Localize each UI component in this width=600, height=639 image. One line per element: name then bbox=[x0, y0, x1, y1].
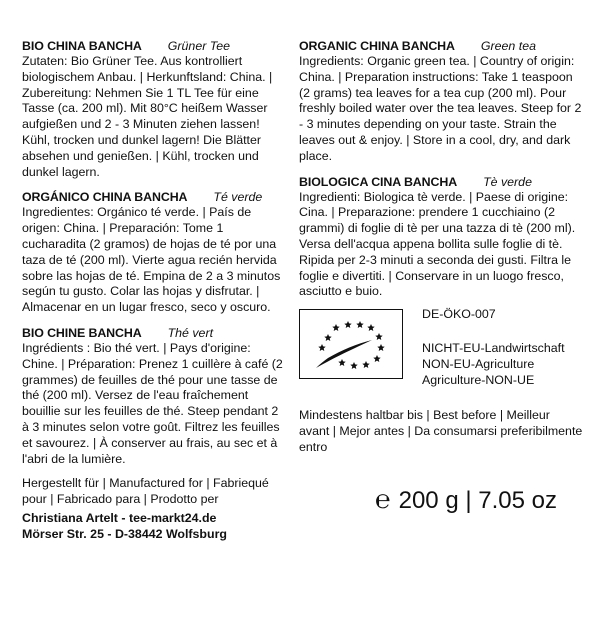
product-subtitle-es: Té verde bbox=[213, 190, 263, 205]
left-column bbox=[22, 38, 284, 551]
manufacturer-label: Hergestellt für | Manufactured for | Fabriequé pour | Fabricado para | Prodotto per bbox=[22, 476, 269, 507]
eco-origin-de: NICHT-EU-Landwirtschaft bbox=[422, 341, 565, 356]
product-name-de: BIO CHINA BANCHA bbox=[22, 39, 142, 53]
product-text-en: Ingredients: Organic green tea. | Country of origin: China. | Preparation instructions: Take 1 teaspoon (2 grams) tea leaves for a tea cup (200 ml). Pour freshly boiled water over the tea leaves. Steep for 2 - 3 minutes depending on your taste. Strain the leaves out & enjoy. | Store in a cool, dry, and dark place. bbox=[299, 54, 582, 163]
product-heading-de bbox=[22, 38, 284, 54]
product-text-fr: Ingrédients : Bio thé vert. | Pays d'origine: Chine. | Préparation: Prenez 1 cuillère à café (2 grammes) de feuilles de thé pour une tasse de thé (200 ml). Versez de l'eau fraîchement bouillie sur les feuilles de thé. Steep pendant 2 à 3 minutes selon votre goût. Filtrez les feuilles et savourez. | À conserver au frais, au sec et à l'abri de la lumière. bbox=[22, 340, 283, 466]
product-heading-es bbox=[22, 189, 284, 205]
eco-origin-en: NON-EU-Agriculture bbox=[422, 357, 535, 372]
manufacturer-address: Mörser Str. 25 - D-38442 Wolfsburg bbox=[22, 526, 227, 541]
estimated-sign-icon: ℮ bbox=[375, 485, 391, 515]
net-weight-value: 200 g | 7.05 oz bbox=[398, 487, 557, 514]
section-german bbox=[22, 38, 284, 180]
section-french bbox=[22, 325, 284, 467]
product-subtitle-it: Tè verde bbox=[483, 174, 532, 189]
eco-origin-fr: Agriculture-NON-UE bbox=[422, 373, 535, 388]
product-name-it: BIOLOGICA CINA BANCHA bbox=[299, 174, 458, 189]
product-subtitle-de: Grüner Tee bbox=[167, 39, 230, 53]
best-before-label: Mindestens haltbar bis | Best before | Meilleur avant | Mejor antes | Da consumarsi preferibilmente entro bbox=[299, 408, 583, 454]
product-name-es: ORGÁNICO CHINA BANCHA bbox=[22, 190, 188, 205]
product-text-es: Ingredientes: Orgánico té verde. | País de origen: China. | Preparación: Tome 1 cucharadita (2 gramos) de hojas de té por una taza de té (200 ml). Vierte agua recién hervida sobre las hojas de té. Empina de 2 a 3 minutos según tu gusto. Colar las hojas y disfrutar. | Almacenar en un lugar fresco, seco y oscuro. bbox=[22, 205, 281, 315]
right-column bbox=[299, 38, 583, 456]
product-text-de: Zutaten: Bio Grüner Tee. Aus kontrolliert biologischem Anbau. | Herkunftsland: China. | Zubereitung: Nehmen Sie 1 TL Tee für eine Tasse (ca. 200 ml). Mit 80°C heißem Wasser aufgießen und 2 - 3 Minuten ziehen lassen! Kühl, trocken und dunkel lagern! Die Blätter absehen und genießen. | Kühl, trocken und dunkel lagern. bbox=[22, 54, 273, 179]
product-name-fr: BIO CHINE BANCHA bbox=[22, 325, 142, 340]
product-name-en: ORGANIC CHINA BANCHA bbox=[299, 39, 455, 53]
product-text-it: Ingredienti: Biologica tè verde. | Paese di origine: Cina. | Preparazione: prendere 1 cucchiaino (2 grammi) di foglie di tè per una tazza di tè (200 ml). Versa dell'acqua appena bollita sulle foglie di tè. Ripida per 2-3 minuti a seconda dei gusti. Filtra le foglie e divertiti. | Conservare in un luogo fresco, asciutto e buio. bbox=[299, 189, 576, 299]
section-spanish bbox=[22, 189, 284, 316]
eu-organic-leaf-icon bbox=[306, 314, 396, 374]
product-heading-it bbox=[299, 174, 583, 190]
eco-control-code: DE-ÖKO-007 bbox=[422, 307, 496, 322]
section-english bbox=[299, 38, 583, 165]
manufacturer-block bbox=[22, 476, 284, 542]
eu-organic-leaf-logo-icon bbox=[299, 309, 403, 379]
eco-text-block bbox=[422, 306, 565, 388]
organic-certification bbox=[299, 309, 583, 388]
product-subtitle-fr: Thé vert bbox=[167, 325, 214, 340]
section-italian bbox=[299, 174, 583, 301]
manufacturer-name: Christiana Artelt - tee-markt24.de bbox=[22, 510, 217, 525]
net-weight bbox=[375, 486, 557, 515]
product-heading-fr bbox=[22, 325, 284, 341]
product-subtitle-en: Green tea bbox=[480, 39, 536, 53]
product-heading-en bbox=[299, 38, 583, 54]
